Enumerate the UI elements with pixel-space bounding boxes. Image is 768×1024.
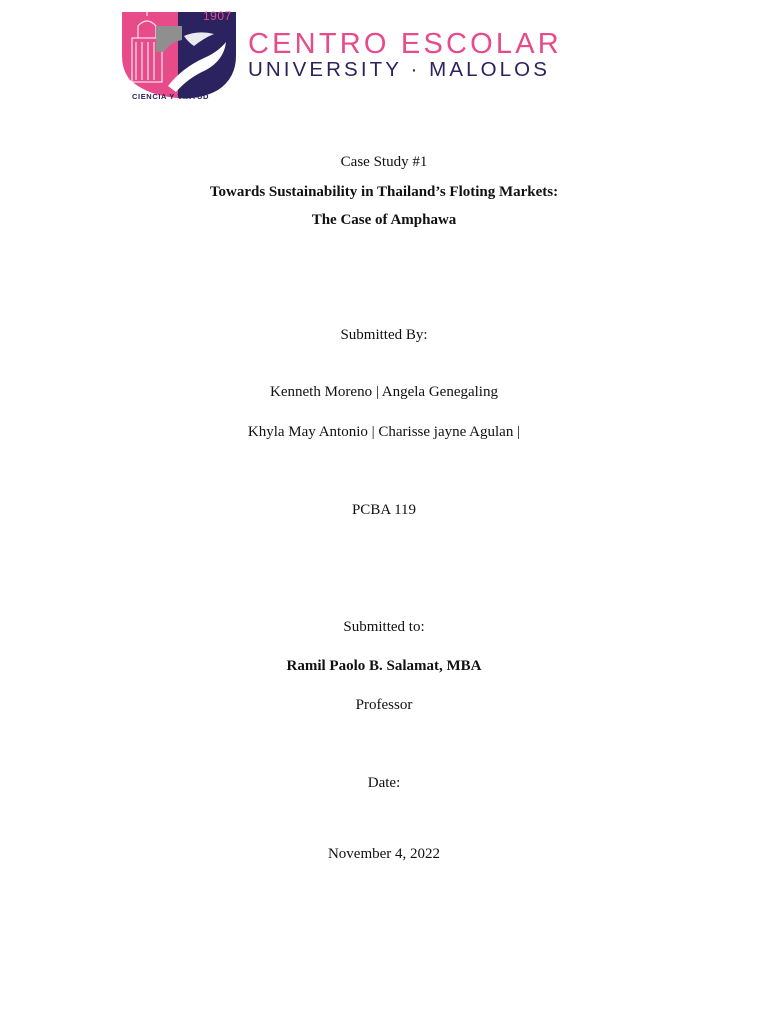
course-code: PCBA 119 [351,502,417,518]
logo-motto: CIENCIA Y VIRTUD [132,92,209,101]
submitted-by-label: Submitted By: [340,327,428,343]
submitted-to-label: Submitted to: [343,619,425,635]
university-logo [118,8,658,108]
logo-year: 1907 [203,9,232,23]
date-value: November 4, 2022 [327,846,441,862]
professor-name: Ramil Paolo B. Salamat, MBA [286,658,482,674]
date-label: Date: [367,775,401,791]
title-line-1: Towards Sustainability in Thailand’s Floting Markets: [209,184,559,200]
authors-line-2: Khyla May Antonio | Charisse jayne Agulan | [247,424,521,440]
authors-line-1: Kenneth Moreno | Angela Genegaling [270,384,498,400]
professor-title: Professor [355,697,413,713]
title-line-2: The Case of Amphawa [311,212,457,228]
case-study-label: Case Study #1 [340,154,428,170]
logo-name-line1: CENTRO ESCOLAR [248,28,562,60]
logo-name-line2: UNIVERSITY · MALOLOS [248,58,550,81]
